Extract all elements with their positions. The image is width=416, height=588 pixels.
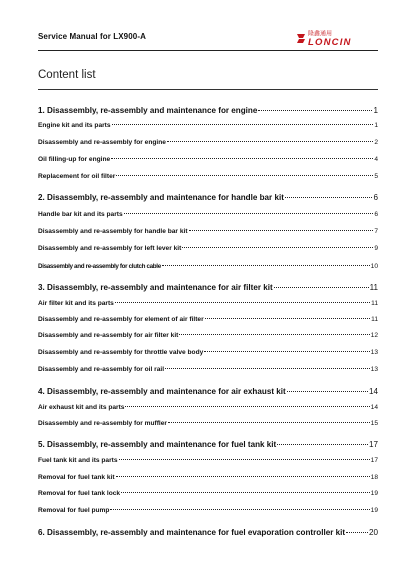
toc-item-entry[interactable]	[38, 507, 378, 514]
dot-leader	[111, 158, 373, 159]
toc-item-entry[interactable]	[38, 156, 378, 163]
dot-leader	[182, 247, 373, 248]
toc-item-entry[interactable]	[38, 228, 378, 235]
toc-page-number: 13	[370, 366, 378, 373]
toc-entry-title: Fuel tank kit and its parts	[38, 457, 118, 464]
dot-leader	[179, 334, 369, 335]
toc-page-number: 7	[374, 228, 378, 235]
toc-page-number: 17	[368, 440, 378, 449]
toc-item-entry[interactable]	[38, 474, 378, 481]
dot-leader	[189, 230, 374, 231]
logo-en-text: LONCIN	[308, 37, 352, 48]
toc-item-entry[interactable]	[38, 332, 378, 339]
toc-section-entry[interactable]	[38, 387, 378, 396]
toc-entry-title: Handle bar kit and its parts	[38, 211, 123, 218]
toc-section-entry[interactable]	[38, 528, 378, 537]
toc-entry-title: Engine kit and its parts	[38, 122, 111, 129]
toc-page-number: 14	[370, 404, 378, 411]
toc-page-number: 11	[371, 300, 378, 307]
toc-page-number: 14	[368, 387, 378, 396]
toc-page-number: 13	[370, 349, 378, 356]
page-header	[38, 28, 378, 50]
toc-entry-title: Oil filling-up for engine	[38, 156, 111, 163]
dot-leader	[274, 287, 369, 288]
toc-page-number: 18	[370, 474, 378, 481]
toc-page-number: 11	[371, 316, 378, 323]
toc-item-entry[interactable]	[38, 457, 378, 464]
toc-entry-title: 4. Disassembly, re-assembly and maintenance for air exhaust kit	[38, 387, 286, 396]
toc-entry-title: Disassembly and re-assembly for air filter kit	[38, 332, 179, 339]
toc-page-number: 11	[369, 283, 378, 292]
dot-leader	[125, 406, 369, 407]
toc-item-entry[interactable]	[38, 139, 378, 146]
toc-entry-title: Removal for fuel tank kit	[38, 474, 115, 481]
toc-page-number: 5	[374, 173, 378, 180]
toc-section-entry[interactable]	[38, 440, 378, 449]
dot-leader	[346, 532, 368, 533]
dot-leader	[115, 302, 370, 303]
dot-leader	[112, 124, 374, 125]
toc-page-number: 15	[370, 420, 378, 427]
toc-entry-title: Disassembly and re-assembly for engine	[38, 139, 166, 146]
toc-item-entry[interactable]	[38, 420, 378, 427]
logo-cn-text: 隆鑫通用	[308, 30, 333, 38]
toc-entry-title: 3. Disassembly, re-assembly and maintenance for air filter kit	[38, 283, 273, 292]
toc-page-number: 12	[370, 332, 378, 339]
toc-page-number: 2	[374, 139, 378, 146]
toc-item-entry[interactable]	[38, 211, 378, 218]
dot-leader	[204, 351, 369, 352]
toc-item-entry[interactable]	[38, 173, 378, 180]
dot-leader	[258, 110, 372, 111]
dot-leader	[167, 141, 373, 142]
dot-leader	[116, 476, 370, 477]
dot-leader	[119, 459, 370, 460]
dot-leader	[124, 213, 374, 214]
header-rule	[38, 50, 378, 51]
toc-item-entry[interactable]	[38, 263, 378, 270]
toc-entry-title: Replacement for oil filter	[38, 173, 116, 180]
toc-page-number: 19	[370, 490, 378, 497]
toc-item-entry[interactable]	[38, 404, 378, 411]
toc-page-number: 19	[370, 507, 378, 514]
loncin-logo	[296, 28, 378, 48]
dot-leader	[116, 175, 373, 176]
page-title: Content list	[38, 69, 96, 81]
toc-item-entry[interactable]	[38, 122, 378, 129]
toc-entry-title: 1. Disassembly, re-assembly and maintenance for engine	[38, 106, 258, 115]
toc-page-number: 1	[374, 122, 378, 129]
dot-leader	[165, 368, 370, 369]
toc-page-number: 6	[374, 211, 378, 218]
toc-item-entry[interactable]	[38, 349, 378, 356]
dot-leader	[121, 492, 370, 493]
toc-entry-title: Disassembly and re-assembly for handle bar kit	[38, 228, 188, 235]
dot-leader	[168, 422, 370, 423]
manual-title: Service Manual for LX900-A	[38, 32, 146, 41]
toc-item-entry[interactable]	[38, 490, 378, 497]
toc-entry-title: Disassembly and re-assembly for throttle valve body	[38, 349, 204, 356]
dot-leader	[277, 444, 368, 445]
toc-entry-title: Disassembly and re-assembly for element of air filter	[38, 316, 204, 323]
dot-leader	[287, 391, 368, 392]
dot-leader	[205, 318, 371, 319]
toc-section-entry[interactable]	[38, 193, 378, 202]
toc-page-number: 10	[370, 263, 378, 270]
title-rule	[38, 89, 378, 90]
toc-entry-title: 2. Disassembly, re-assembly and maintenance for handle bar kit	[38, 193, 284, 202]
toc-page-number: 6	[373, 193, 378, 202]
toc-page-number: 4	[374, 156, 378, 163]
toc-item-entry[interactable]	[38, 366, 378, 373]
toc-page-number: 1	[373, 106, 378, 115]
toc-entry-title: 6. Disassembly, re-assembly and maintenance for fuel evaporation controller kit	[38, 528, 346, 537]
toc-item-entry[interactable]	[38, 245, 378, 252]
toc-entry-title: 5. Disassembly, re-assembly and maintenance for fuel tank kit	[38, 440, 277, 449]
toc-section-entry[interactable]	[38, 283, 378, 292]
toc-entry-title: Disassembly and re-assembly for muffler	[38, 420, 167, 427]
toc-entry-title: Disassembly and re-assembly for clutch cable	[38, 263, 161, 270]
toc-entry-title: Disassembly and re-assembly for oil rail	[38, 366, 165, 373]
dot-leader	[162, 265, 370, 266]
toc-page-number: 20	[368, 528, 378, 537]
toc-item-entry[interactable]	[38, 316, 378, 323]
toc-entry-title: Removal for fuel pump	[38, 507, 110, 514]
toc-page-number: 17	[370, 457, 378, 464]
toc-entry-title: Disassembly and re-assembly for left lever kit	[38, 245, 182, 252]
toc-item-entry[interactable]	[38, 300, 378, 307]
dot-leader	[285, 197, 373, 198]
toc-entry-title: Air exhaust kit and its parts	[38, 404, 125, 411]
dot-leader	[110, 509, 369, 510]
toc-page-number: 9	[374, 245, 378, 252]
toc-section-entry[interactable]	[38, 106, 378, 115]
toc-entry-title: Removal for fuel tank lock	[38, 490, 121, 497]
toc-entry-title: Air filter kit and its parts	[38, 300, 114, 307]
